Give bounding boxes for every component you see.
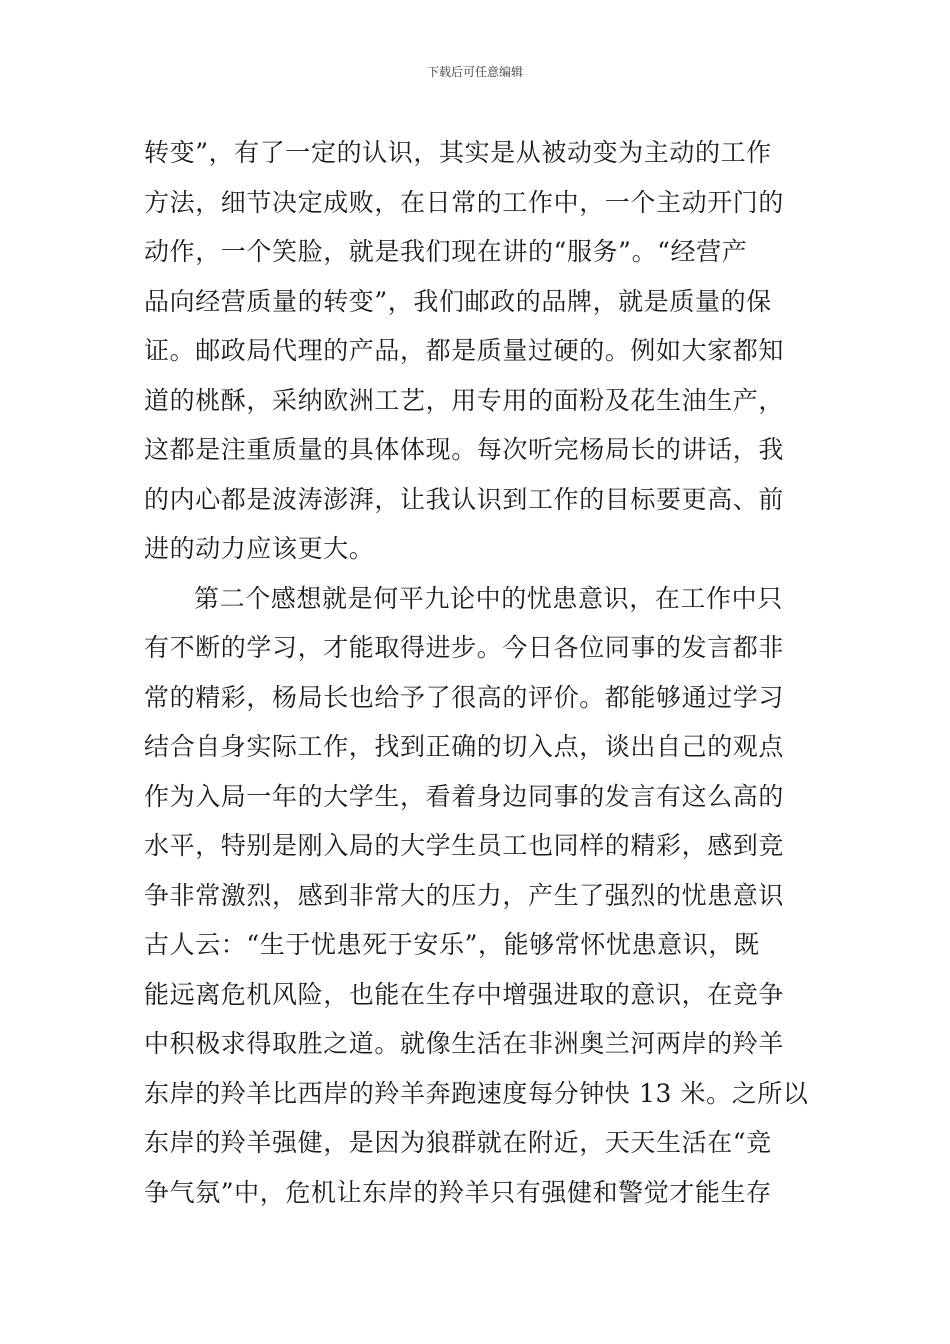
text-line: 中积极求得取胜之道。就像生活在非洲奥兰河两岸的羚羊: [144, 1029, 785, 1058]
text-line: 水平，特别是刚入局的大学生员工也同样的精彩，感到竞: [144, 831, 785, 860]
text-line: 古人云：“生于忧患死于安乐”，能够常怀忧患意识，既: [144, 930, 760, 959]
text-line: 东岸的羚羊强健，是因为狼群就在附近，天天生活在“竞: [144, 1128, 772, 1157]
page-header-note: 下载后可任意编辑: [426, 65, 523, 79]
text-line-first-indented: 第二个感想就是何平九论中的忧患意识，在工作中只: [194, 583, 783, 613]
text-line: 动作，一个笑脸，就是我们现在讲的“服务”。“经营产: [144, 237, 748, 266]
text-line: 结合自身实际工作，找到正确的切入点，谈出自己的观点: [144, 732, 785, 761]
text-line: 证。邮政局代理的产品，都是质量过硬的。例如大家都知: [144, 336, 785, 365]
text-line: 争非常激烈，感到非常大的压力，产生了强烈的忧患意识: [144, 880, 785, 910]
text-line: 东岸的羚羊比西岸的羚羊奔跑速度每分钟快 13 米。之所以: [144, 1078, 809, 1108]
paragraph-2: [144, 574, 808, 1218]
text-line: 道的桃酥，采纳欧洲工艺，用专用的面粉及花生油生产，: [144, 385, 785, 415]
text-line: 品向经营质量的转变”，我们邮政的品牌，就是质量的保: [144, 286, 772, 316]
text-line: 进的动力应该更大。: [144, 534, 375, 563]
text-line: 的内心都是波涛澎湃，让我认识到工作的目标要更高、前: [144, 484, 785, 514]
paragraph-1: [144, 128, 808, 574]
text-line: 转变”，有了一定的认识，其实是从被动变为主动的工作: [144, 138, 772, 167]
text-line: 能远离危机风险，也能在生存中增强进取的意识，在竞争: [144, 979, 785, 1009]
text-line: 争气氛”中，危机让东岸的羚羊只有强健和警觉才能生存: [144, 1177, 772, 1207]
document-body: [144, 128, 808, 1217]
text-line: 作为入局一年的大学生，看着身边同事的发言有这么高的: [144, 781, 785, 811]
text-line: 方法，细节决定成败，在日常的工作中，一个主动开门的: [144, 187, 785, 217]
text-line: 这都是注重质量的具体体现。每次听完杨局长的讲话，我: [144, 435, 785, 464]
text-line: 常的精彩，杨局长也给予了很高的评价。都能够通过学习: [144, 682, 785, 712]
text-line: 有不断的学习，才能取得进步。今日各位同事的发言都非: [144, 633, 785, 662]
